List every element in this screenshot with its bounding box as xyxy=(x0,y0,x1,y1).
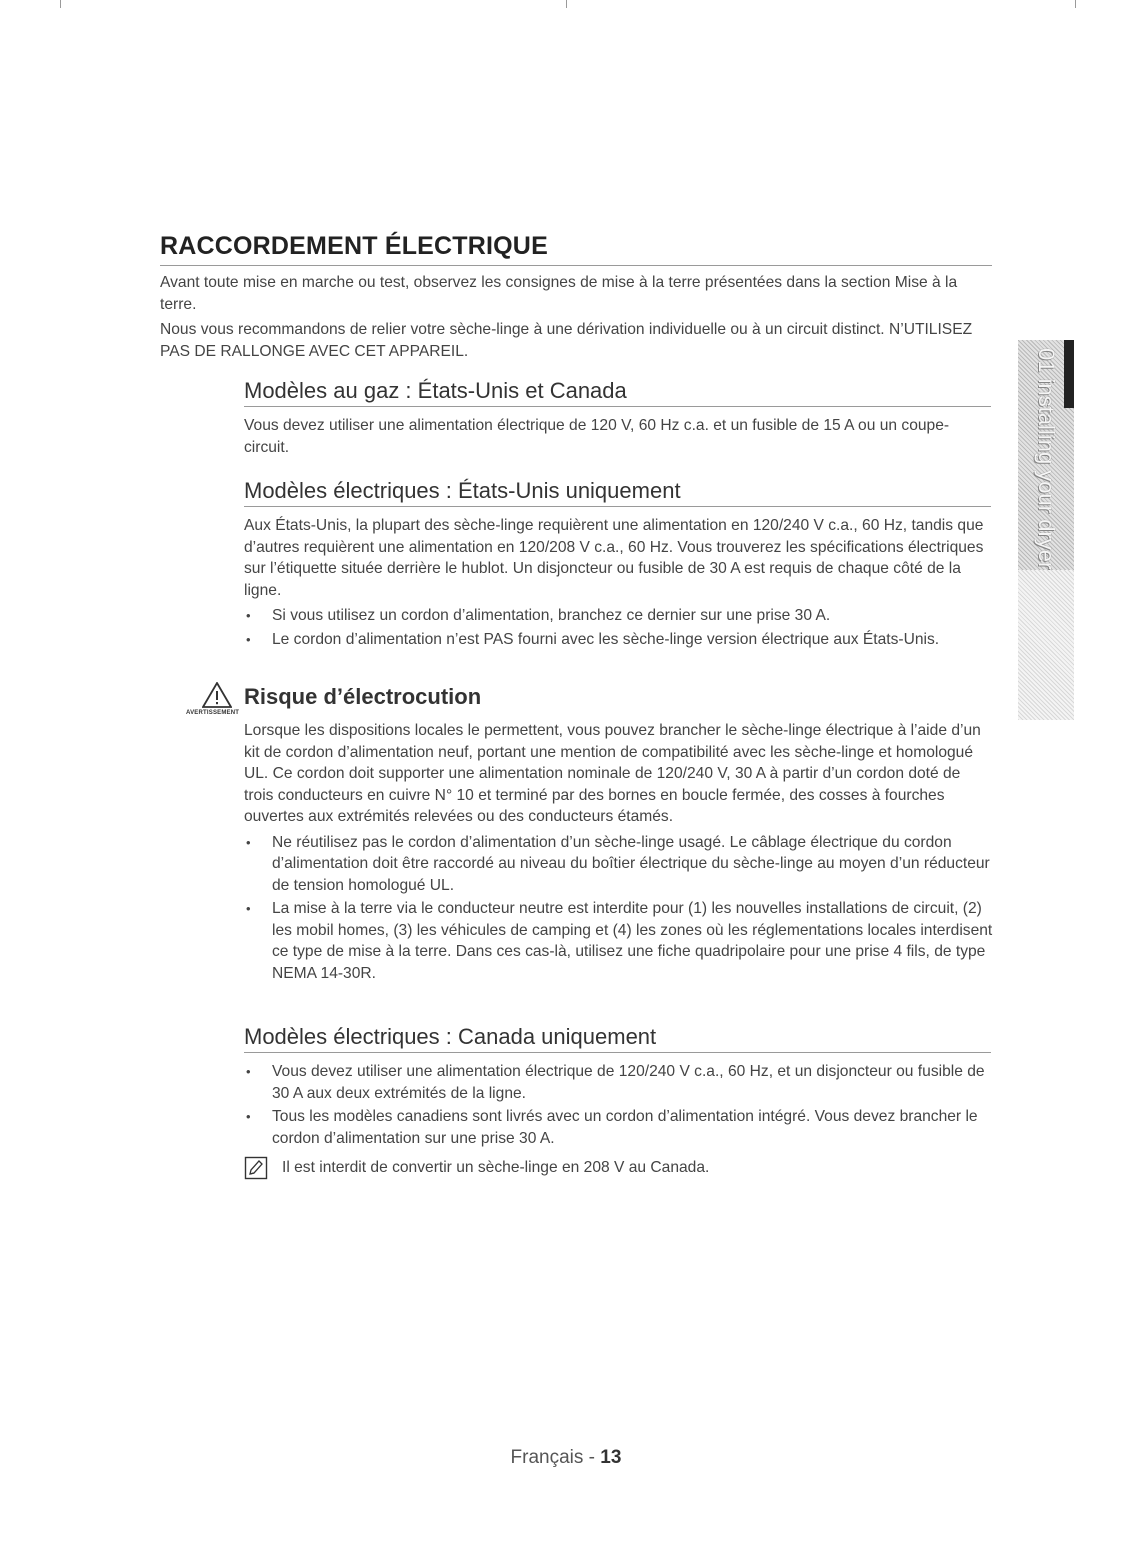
page-title: RACCORDEMENT ÉLECTRIQUE xyxy=(160,232,992,266)
warning-caption: AVERTISSEMENT xyxy=(186,710,240,716)
note-pencil-icon xyxy=(244,1156,268,1180)
electric-us-title: Modèles électriques : États-Unis uniquement xyxy=(244,478,991,507)
crop-mark xyxy=(566,0,567,8)
warning-header xyxy=(186,682,986,722)
crop-mark xyxy=(1075,0,1076,8)
warning-body xyxy=(244,720,994,986)
list-item: • La mise à la terre via le conducteur neutre est interdite pour (1) les nouvelles installations de circuit, (2) les mobil homes, (3) les véhicules de camping et (4) les zones où les réglementations locales interdisent ce type de mise à la terre. Dans ces cas-là, utilisez une fiche quadripolaire pour une prise 4 fils, de type NEMA 14-30R. xyxy=(244,898,994,984)
list-item: • Ne réutilisez pas le cordon d’alimentation d’un sèche-linge usagé. Le câblage électrique du cordon d’alimentation doit être raccordé au niveau du boîtier électrique du sèche-linge au moyen d’un réducteur de tension homologué UL. xyxy=(244,832,994,897)
warning-list xyxy=(244,832,994,985)
list-item: • Le cordon d’alimentation n’est PAS fourni avec les sèche-linge version électrique aux États-Unis. xyxy=(244,629,991,651)
note xyxy=(244,1156,994,1184)
electric-ca-section xyxy=(244,1024,991,1151)
list-item: • Tous les modèles canadiens sont livrés avec un cordon d’alimentation intégré. Vous devez brancher le cordon d’alimentation sur une prise 30 A. xyxy=(244,1106,991,1149)
page-number: 13 xyxy=(600,1447,622,1468)
crop-mark xyxy=(60,0,61,8)
gas-models-title: Modèles au gaz : États-Unis et Canada xyxy=(244,378,991,407)
gas-models-section xyxy=(244,378,991,458)
warning-triangle-icon xyxy=(202,682,232,708)
electric-ca-title: Modèles électriques : Canada uniquement xyxy=(244,1024,991,1053)
intro-paragraph: Nous vous recommandons de relier votre sèche-linge à une dérivation individuelle ou à un circuit distinct. N’UTILISEZ PAS DE RALLONGE AVEC CET APPAREIL. xyxy=(160,321,973,360)
electric-us-text: Aux États-Unis, la plupart des sèche-linge requièrent une alimentation en 120/240 V c.a., 60 Hz, tandis que d’autres requièrent une alimentation en 120/208 V c.a., 60 Hz. Vous trouverez les spécifications électriques sur l’étiquette située derrière le hublot. Un disjoncteur ou fusible de 30 A est requis de chaque côté de la ligne. xyxy=(244,517,984,599)
chapter-tab-label: 01 installing your dryer xyxy=(1034,348,1059,570)
chapter-tab-marker xyxy=(1064,340,1074,408)
list-item: • Vous devez utiliser une alimentation électrique de 120/240 V c.a., 60 Hz, et un disjoncteur ou fusible de 30 A aux deux extrémités de la ligne. xyxy=(244,1061,991,1104)
electric-us-section xyxy=(244,478,991,652)
gas-models-text: Vous devez utiliser une alimentation électrique de 120 V, 60 Hz c.a. et un fusible de 15 A ou un coupe-circuit. xyxy=(244,417,950,456)
intro-section xyxy=(160,272,990,362)
footer-language: Français - xyxy=(510,1447,601,1468)
warning-title: Risque d’électrocution xyxy=(244,684,482,709)
page-footer xyxy=(0,1447,1132,1469)
electric-ca-list xyxy=(244,1061,991,1149)
list-item: • Si vous utilisez un cordon d’alimentation, branchez ce dernier sur une prise 30 A. xyxy=(244,605,991,627)
warning-text: Lorsque les dispositions locales le permettent, vous pouvez brancher le sèche-linge électrique à l’aide d’un kit de cordon d’alimentation neuf, portant une mention de compatibilité avec les sèche-linge et homologué UL. Ce cordon doit supporter une alimentation nominale de 120/240 V, 30 A à partir d’un cordon doté de trois conducteurs en cuivre N° 10 et terminé par des bornes en boucle fermée, des cosses à fourches ouvertes aux extrémités relevées ou des conducteurs étamés. xyxy=(244,722,981,825)
note-text: Il est interdit de convertir un sèche-linge en 208 V au Canada. xyxy=(282,1159,710,1176)
intro-paragraph: Avant toute mise en marche ou test, observez les consignes de mise à la terre présentées dans la section Mise à la terre. xyxy=(160,274,958,313)
electric-us-list xyxy=(244,605,991,650)
